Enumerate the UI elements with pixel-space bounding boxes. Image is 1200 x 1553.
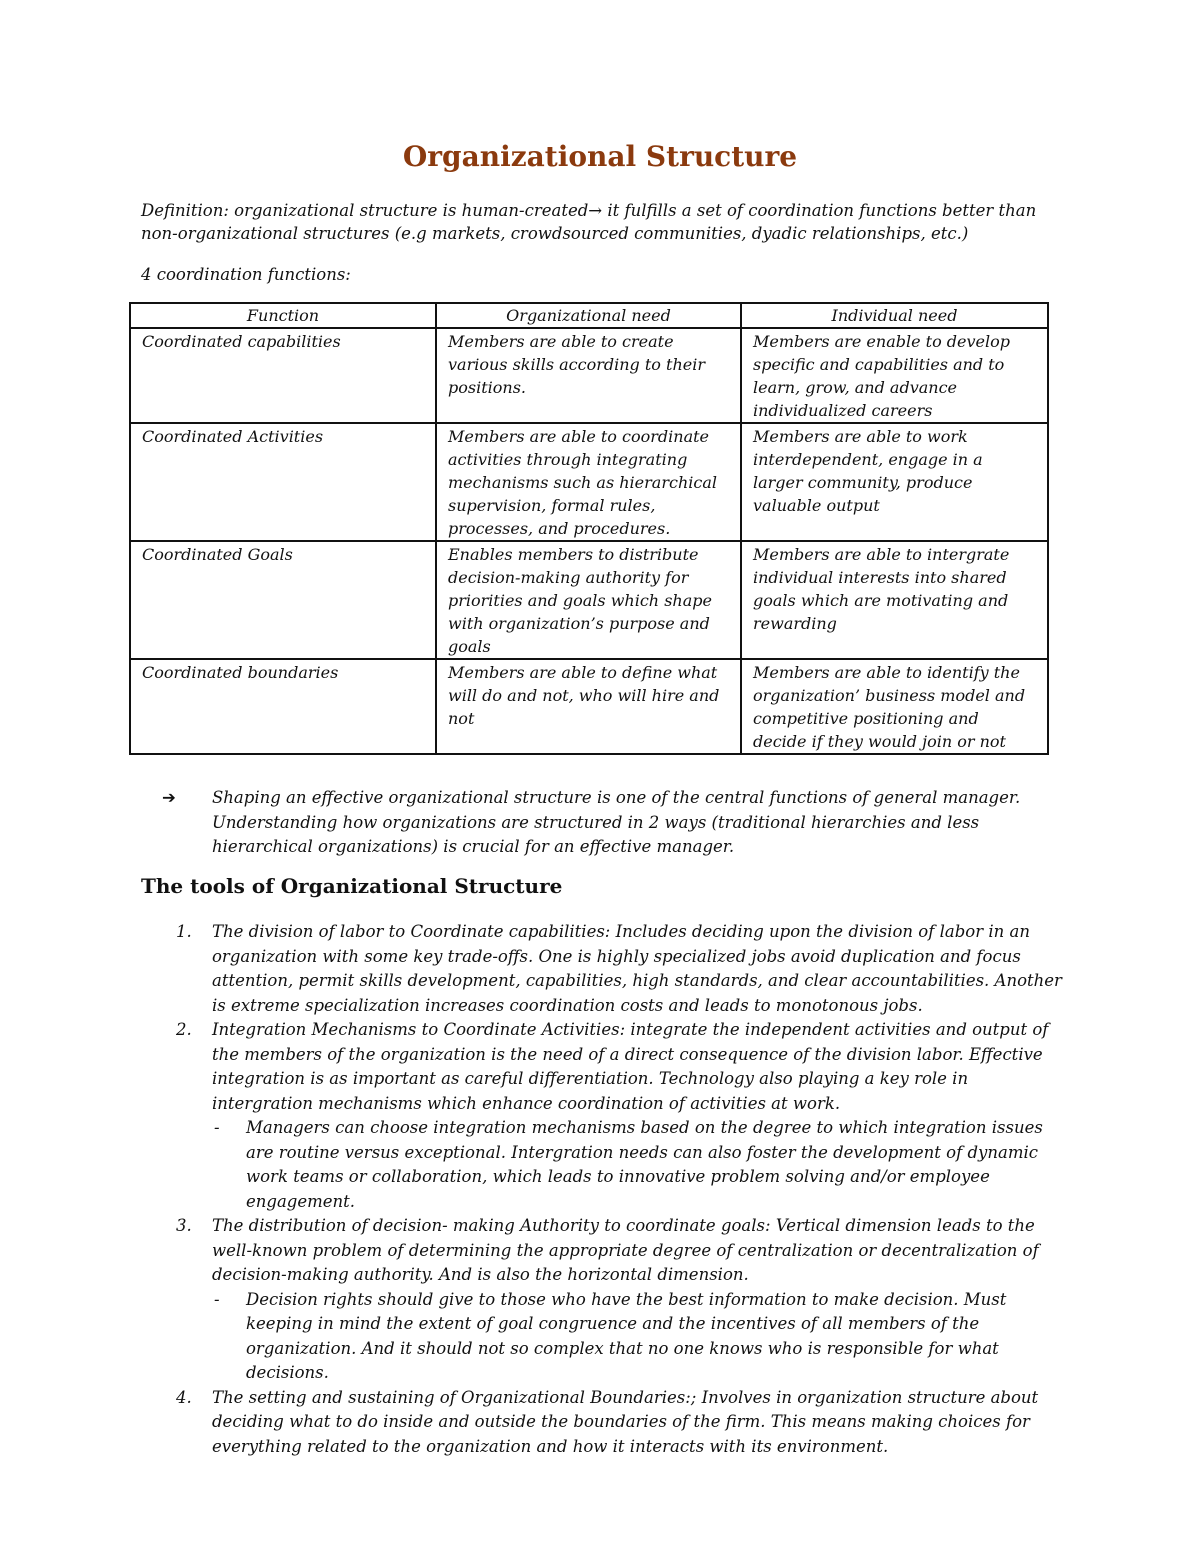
list-number: 4.	[176, 1387, 192, 1407]
sub-list-item-text: Decision rights should give to those who have the best information to make decision. Must keeping in mind the extent of goal congruence and the incentives of all members of the organization. And it should not so complex that no one knows who is responsible for what decisions.	[246, 1289, 1007, 1382]
table-cell: Members are able to coordinate activities through integrating mechanisms such as hierarchical supervision, formal rules, processes, and procedures.	[436, 423, 741, 541]
table-cell: Members are able to identify the organization’ business model and competitive positioning and decide if they would join or not	[741, 659, 1048, 754]
table-cell: Members are able to define what will do and not, who will hire and not	[436, 659, 741, 754]
sub-list-item	[162, 1116, 1062, 1214]
table-cell: Coordinated Goals	[130, 541, 436, 659]
coordination-functions-table	[129, 302, 1049, 755]
arrow-note	[162, 786, 1062, 860]
table-cell: Enables members to distribute decision-making authority for priorities and goals which shape with organization’s purpose and goals	[436, 541, 741, 659]
list-item	[162, 1018, 1062, 1214]
table-cell: Members are able to create various skills according to their positions.	[436, 328, 741, 423]
table-cell: Coordinated capabilities	[130, 328, 436, 423]
table-cell: Members are able to intergrate individual interests into shared goals which are motivating and rewarding	[741, 541, 1048, 659]
table-header-row	[130, 303, 1048, 328]
list-item	[162, 1214, 1062, 1386]
coordination-functions-label: 4 coordination functions:	[141, 265, 351, 284]
list-item-text: The division of labor to Coordinate capabilities: Includes deciding upon the division of labor in an organization with some key trade-offs. One is highly specialized jobs avoid duplication and focus attention, permit skills development, capabilities, high standards, and clear accountabilities. Another is extreme specialization increases coordination costs and leads to monotonous jobs.	[212, 922, 1062, 1015]
list-number: 2.	[176, 1020, 192, 1039]
arrow-right-icon: ➔	[162, 788, 176, 807]
list-number: 1.	[176, 922, 192, 941]
dash-bullet: -	[214, 1289, 220, 1309]
table-header-organizational-need: Organizational need	[436, 303, 741, 328]
dash-bullet: -	[214, 1118, 220, 1137]
table-cell: Coordinated Activities	[130, 423, 436, 541]
table-row	[130, 328, 1048, 423]
sub-list-item	[162, 1288, 1062, 1386]
section-heading-tools: The tools of Organizational Structure	[141, 874, 563, 898]
table-header-individual-need: Individual need	[741, 303, 1048, 328]
list-item	[162, 1386, 1062, 1460]
list-number: 3.	[176, 1216, 192, 1235]
tools-list	[162, 920, 1062, 1459]
table-row	[130, 423, 1048, 541]
table-cell: Members are able to work interdependent, engage in a larger community, produce valuable output	[741, 423, 1048, 541]
list-item	[162, 920, 1062, 1018]
table-row	[130, 659, 1048, 754]
page-title: Organizational Structure	[402, 140, 798, 173]
table-header-function: Function	[130, 303, 436, 328]
table-cell: Members are enable to develop specific and capabilities and to learn, grow, and advance individualized careers	[741, 328, 1048, 423]
list-item-text: The setting and sustaining of Organizational Boundaries:; Involves in organization structure about deciding what to do inside and outside the boundaries of the firm. This means making choices for everything related to the organization and how it interacts with its environment.	[212, 1387, 1039, 1456]
arrow-note-text: Shaping an effective organizational structure is one of the central functions of general manager. Understanding how organizations are structured in 2 ways (traditional hierarchies and less hierarchical organizations) is crucial for an effective manager.	[212, 788, 1021, 856]
list-item-text: Integration Mechanisms to Coordinate Activities: integrate the independent activities and output of the members of the organization is the need of a direct consequence of the division labor. Effective integration is as important as careful differentiation. Technology also playing a key role in intergration mechanisms which enhance coordination of activities at work.	[212, 1020, 1049, 1113]
sub-list-item-text: Managers can choose integration mechanisms based on the degree to which integration issues are routine versus exceptional. Intergration needs can also foster the development of dynamic work teams or collaboration, which leads to innovative problem solving and/or employee engagement.	[246, 1118, 1043, 1211]
table-row	[130, 541, 1048, 659]
list-item-text: The distribution of decision- making Authority to coordinate goals: Vertical dimension leads to the well-known problem of determining the appropriate degree of centralization or decentralization of decision-making authority. And is also the horizontal dimension.	[212, 1216, 1039, 1284]
definition-paragraph: Definition: organizational structure is human-created→ it fulfills a set of coordination functions better than non-organizational structures (e.g markets, crowdsourced communities, dyadic relationships, etc.)	[141, 201, 1037, 243]
table-cell: Coordinated boundaries	[130, 659, 436, 754]
